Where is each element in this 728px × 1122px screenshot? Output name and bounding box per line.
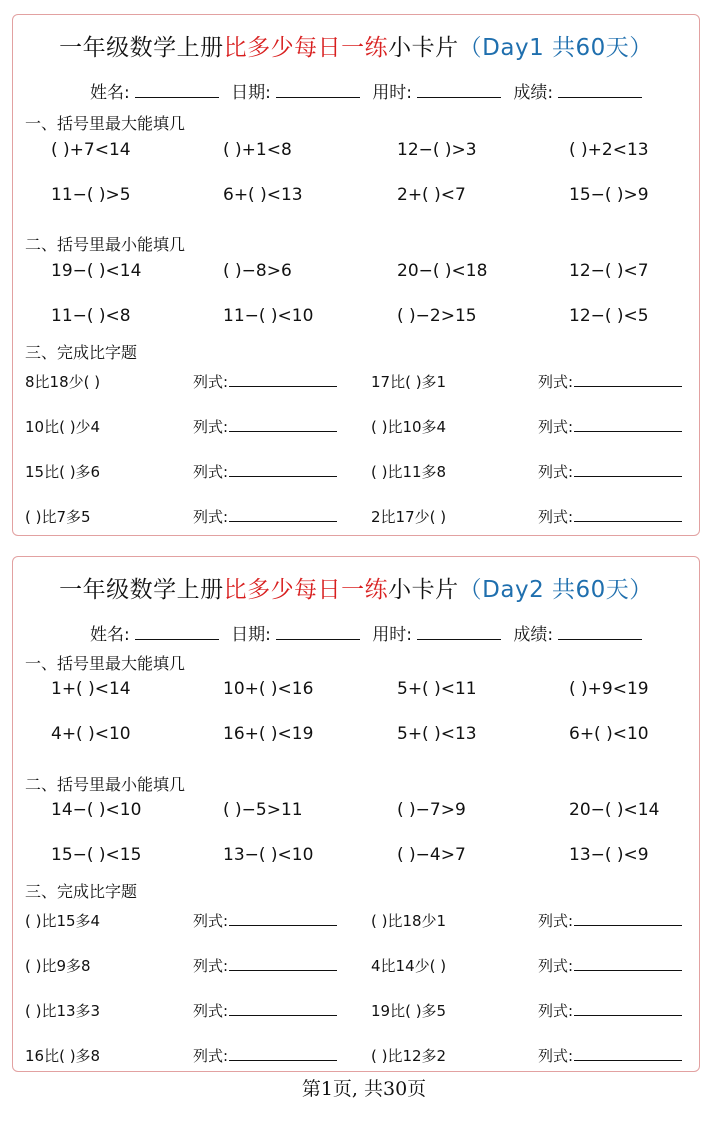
compare-question-1-a: ( )比15多4 bbox=[25, 912, 101, 930]
section-heading-compare: 三、完成比字题 bbox=[25, 882, 138, 901]
compare-question-4-a: 16比( )多8 bbox=[25, 1047, 101, 1065]
student-info-row bbox=[83, 620, 642, 645]
card-title bbox=[13, 29, 699, 62]
date-field[interactable] bbox=[276, 83, 360, 98]
page-footer: 第1页, 共30页 bbox=[301, 1078, 427, 1100]
name-label: 姓名: bbox=[90, 625, 130, 645]
formula-label: 列式: bbox=[193, 1002, 229, 1020]
title-part-2: 比多少每日一练 bbox=[223, 577, 389, 603]
question-max-1-4: ( )+9<19 bbox=[569, 679, 649, 699]
name-label: 姓名: bbox=[90, 83, 130, 103]
formula-answer-2-b[interactable] bbox=[538, 416, 682, 437]
student-info-row bbox=[83, 78, 642, 103]
formula-label: 列式: bbox=[538, 373, 574, 391]
question-min-1-2: ( )−8>6 bbox=[223, 261, 292, 281]
score-field[interactable] bbox=[558, 625, 642, 640]
title-part-1: 一年级数学上册 bbox=[59, 577, 224, 603]
formula-answer-1-b[interactable] bbox=[538, 371, 682, 392]
formula-line[interactable] bbox=[574, 1003, 682, 1016]
formula-label: 列式: bbox=[538, 1047, 574, 1065]
formula-line[interactable] bbox=[229, 958, 337, 971]
formula-line[interactable] bbox=[229, 1048, 337, 1061]
formula-answer-1-b[interactable] bbox=[538, 910, 682, 931]
title-part-2: 比多少每日一练 bbox=[223, 35, 389, 61]
formula-line[interactable] bbox=[229, 1003, 337, 1016]
formula-label: 列式: bbox=[193, 508, 229, 526]
formula-answer-3-a[interactable] bbox=[193, 1000, 337, 1021]
practice-card-day1 bbox=[12, 14, 700, 536]
name-field[interactable] bbox=[135, 625, 219, 640]
formula-label: 列式: bbox=[193, 463, 229, 481]
question-min-2-3: ( )−4>7 bbox=[397, 845, 466, 865]
question-max-1-2: ( )+1<8 bbox=[223, 140, 292, 160]
name-field[interactable] bbox=[135, 83, 219, 98]
section-heading-min: 二、括号里最小能填几 bbox=[25, 235, 186, 254]
formula-line[interactable] bbox=[574, 913, 682, 926]
question-min-1-1: 19−( )<14 bbox=[51, 261, 142, 281]
compare-question-4-b: 2比17少( ) bbox=[371, 508, 447, 526]
question-min-2-2: 13−( )<10 bbox=[223, 845, 314, 865]
question-max-2-3: 5+( )<13 bbox=[397, 724, 477, 744]
formula-line[interactable] bbox=[574, 419, 682, 432]
question-max-1-1: ( )+7<14 bbox=[51, 140, 131, 160]
compare-question-1-b: ( )比18少1 bbox=[371, 912, 447, 930]
time-field[interactable] bbox=[417, 83, 501, 98]
question-max-1-3: 5+( )<11 bbox=[397, 679, 477, 699]
question-min-1-1: 14−( )<10 bbox=[51, 800, 142, 820]
card-title bbox=[13, 571, 699, 604]
formula-label: 列式: bbox=[538, 1002, 574, 1020]
question-max-2-4: 6+( )<10 bbox=[569, 724, 649, 744]
formula-label: 列式: bbox=[538, 912, 574, 930]
question-max-2-4: 15−( )>9 bbox=[569, 185, 649, 205]
question-min-1-4: 12−( )<7 bbox=[569, 261, 649, 281]
question-min-1-3: 20−( )<18 bbox=[397, 261, 488, 281]
formula-answer-4-a[interactable] bbox=[193, 506, 337, 527]
formula-label: 列式: bbox=[193, 1047, 229, 1065]
formula-line[interactable] bbox=[574, 464, 682, 477]
score-label: 成绩: bbox=[513, 625, 554, 645]
formula-line[interactable] bbox=[229, 464, 337, 477]
question-min-2-4: 12−( )<5 bbox=[569, 306, 649, 326]
question-max-2-2: 16+( )<19 bbox=[223, 724, 314, 744]
title-part-3: 小卡片 bbox=[388, 35, 459, 61]
formula-answer-4-b[interactable] bbox=[538, 506, 682, 527]
question-min-2-4: 13−( )<9 bbox=[569, 845, 649, 865]
question-max-2-2: 6+( )<13 bbox=[223, 185, 303, 205]
compare-question-2-b: 4比14少( ) bbox=[371, 957, 447, 975]
time-field[interactable] bbox=[417, 625, 501, 640]
question-min-1-3: ( )−7>9 bbox=[397, 800, 466, 820]
question-max-2-1: 4+( )<10 bbox=[51, 724, 131, 744]
section-heading-max: 一、括号里最大能填几 bbox=[25, 114, 186, 133]
formula-label: 列式: bbox=[193, 373, 229, 391]
formula-answer-4-b[interactable] bbox=[538, 1045, 682, 1066]
question-min-1-4: 20−( )<14 bbox=[569, 800, 660, 820]
title-part-1: 一年级数学上册 bbox=[59, 35, 224, 61]
formula-answer-3-b[interactable] bbox=[538, 461, 682, 482]
formula-line[interactable] bbox=[574, 1048, 682, 1061]
question-max-1-2: 10+( )<16 bbox=[223, 679, 314, 699]
formula-label: 列式: bbox=[538, 418, 574, 436]
title-part-3: 小卡片 bbox=[388, 577, 459, 603]
formula-answer-2-a[interactable] bbox=[193, 416, 337, 437]
formula-answer-4-a[interactable] bbox=[193, 1045, 337, 1066]
compare-question-1-a: 8比18少( ) bbox=[25, 373, 101, 391]
title-part-4: （Day1 共60天） bbox=[458, 35, 653, 61]
section-heading-max: 一、括号里最大能填几 bbox=[25, 654, 186, 673]
formula-line[interactable] bbox=[229, 509, 337, 522]
section-heading-min: 二、括号里最小能填几 bbox=[25, 775, 186, 794]
date-label: 日期: bbox=[231, 83, 271, 103]
date-label: 日期: bbox=[231, 625, 271, 645]
formula-line[interactable] bbox=[229, 374, 337, 387]
question-max-1-4: ( )+2<13 bbox=[569, 140, 649, 160]
compare-question-4-a: ( )比7多5 bbox=[25, 508, 91, 526]
question-min-2-3: ( )−2>15 bbox=[397, 306, 477, 326]
formula-line[interactable] bbox=[574, 374, 682, 387]
compare-question-3-a: ( )比13多3 bbox=[25, 1002, 101, 1020]
formula-answer-3-b[interactable] bbox=[538, 1000, 682, 1021]
compare-question-3-b: 19比( )多5 bbox=[371, 1002, 447, 1020]
score-field[interactable] bbox=[558, 83, 642, 98]
formula-line[interactable] bbox=[229, 419, 337, 432]
compare-question-3-b: ( )比11多8 bbox=[371, 463, 447, 481]
formula-answer-1-a[interactable] bbox=[193, 371, 337, 392]
formula-line[interactable] bbox=[574, 958, 682, 971]
formula-line[interactable] bbox=[574, 509, 682, 522]
formula-answer-1-a[interactable] bbox=[193, 910, 337, 931]
question-max-1-3: 12−( )>3 bbox=[397, 140, 477, 160]
question-min-1-2: ( )−5>11 bbox=[223, 800, 303, 820]
time-label: 用时: bbox=[372, 625, 413, 645]
practice-card-day2 bbox=[12, 556, 700, 1072]
compare-question-2-a: ( )比9多8 bbox=[25, 957, 91, 975]
formula-label: 列式: bbox=[193, 912, 229, 930]
question-max-2-1: 11−( )>5 bbox=[51, 185, 131, 205]
date-field[interactable] bbox=[276, 625, 360, 640]
formula-answer-3-a[interactable] bbox=[193, 461, 337, 482]
compare-question-3-a: 15比( )多6 bbox=[25, 463, 101, 481]
question-min-2-1: 15−( )<15 bbox=[51, 845, 142, 865]
compare-question-1-b: 17比( )多1 bbox=[371, 373, 447, 391]
compare-question-2-b: ( )比10多4 bbox=[371, 418, 447, 436]
formula-label: 列式: bbox=[193, 957, 229, 975]
formula-label: 列式: bbox=[538, 957, 574, 975]
formula-label: 列式: bbox=[538, 463, 574, 481]
question-max-1-1: 1+( )<14 bbox=[51, 679, 131, 699]
compare-question-4-b: ( )比12多2 bbox=[371, 1047, 447, 1065]
title-part-4: （Day2 共60天） bbox=[458, 577, 653, 603]
time-label: 用时: bbox=[372, 83, 413, 103]
score-label: 成绩: bbox=[513, 83, 554, 103]
formula-label: 列式: bbox=[193, 418, 229, 436]
question-min-2-2: 11−( )<10 bbox=[223, 306, 314, 326]
formula-label: 列式: bbox=[538, 508, 574, 526]
compare-question-2-a: 10比( )少4 bbox=[25, 418, 101, 436]
section-heading-compare: 三、完成比字题 bbox=[25, 343, 138, 362]
formula-line[interactable] bbox=[229, 913, 337, 926]
question-min-2-1: 11−( )<8 bbox=[51, 306, 131, 326]
formula-answer-2-a[interactable] bbox=[193, 955, 337, 976]
question-max-2-3: 2+( )<7 bbox=[397, 185, 466, 205]
formula-answer-2-b[interactable] bbox=[538, 955, 682, 976]
